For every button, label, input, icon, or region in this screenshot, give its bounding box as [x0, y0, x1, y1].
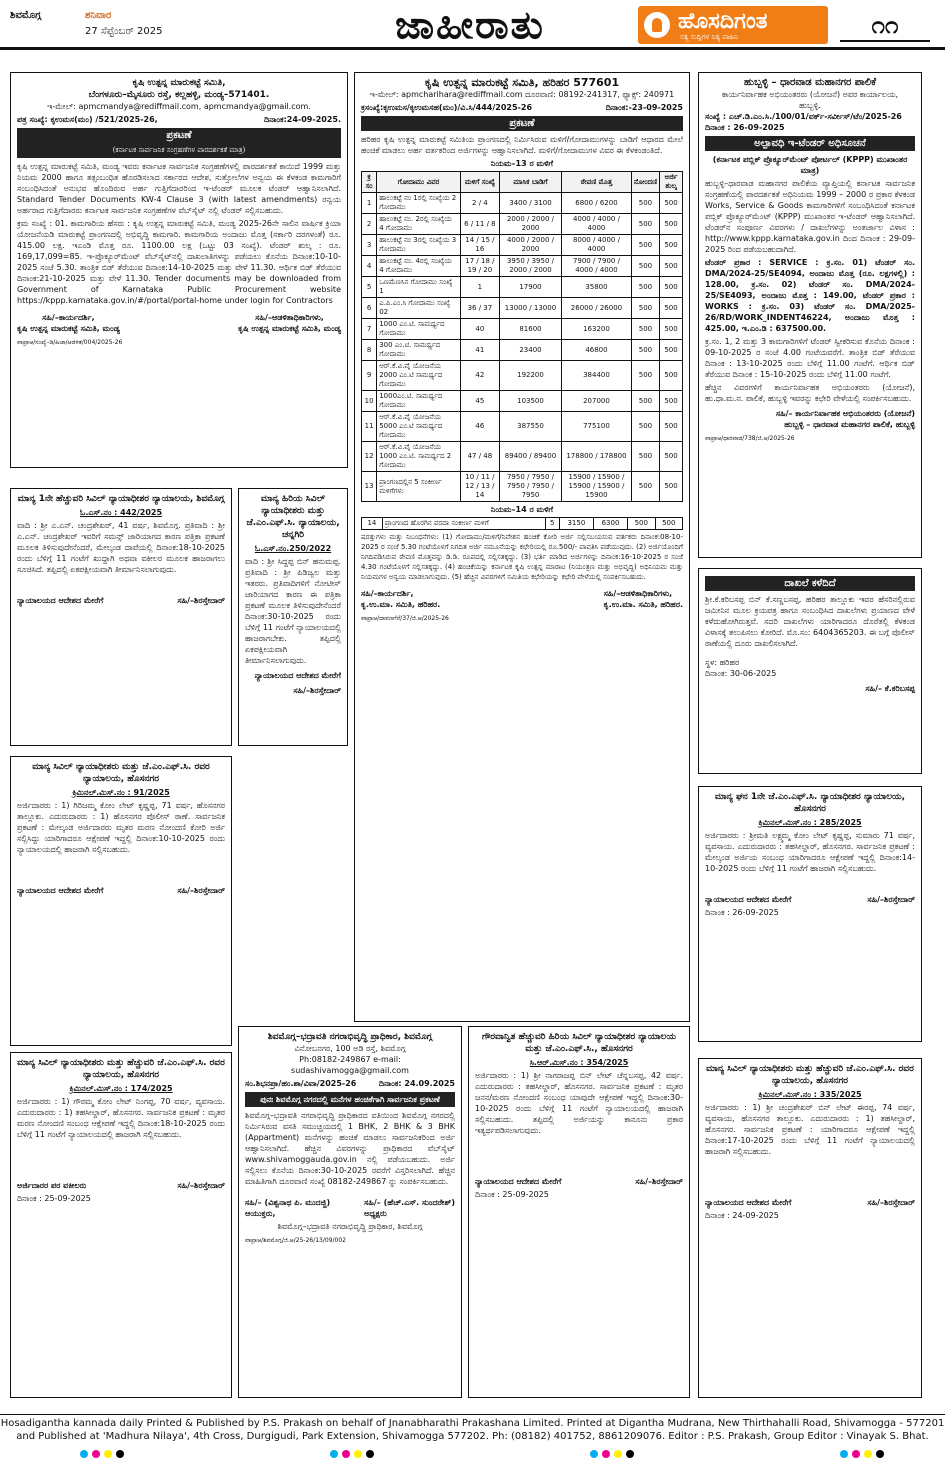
suda-contact: Ph:08182-249867 e-mail: sudashivamogga@gmail.com	[291, 1055, 409, 1075]
ad-hdmc	[698, 72, 922, 558]
harihar-table-header	[362, 172, 683, 193]
table-cell-dep: 192200	[499, 361, 561, 391]
suda-sig2-block	[364, 1197, 455, 1219]
table-cell-desc: ಪ್ರಾಂಗಣದ ಹೊರಗಿನ ವರದಾ ಸಂಕೀರ್ಣ ಮಳಿಗೆ	[382, 518, 545, 530]
table-cell-rent: 4000 / 4000 / 4000	[562, 214, 632, 235]
registration-marks-right	[840, 1450, 884, 1460]
reg-dot-yellow	[864, 1450, 872, 1458]
table-cell-shop: 46	[460, 412, 499, 442]
channagiri-court-left: ನ್ಯಾಯಾಲಯದ ಆದೇಶದ ಮೇರೆಗೆ	[254, 671, 341, 680]
harihar-col-header: ಕ್ರ ಸಂ	[362, 172, 377, 193]
hosanagar5-sign	[705, 1197, 915, 1208]
table-row	[362, 472, 683, 502]
table-cell-dep: 387550	[499, 412, 561, 442]
paper-name: ಹೊಸದಿಗಂತ	[678, 9, 768, 34]
table-cell-dep: 3400 / 3100	[499, 193, 561, 214]
ad-court-hosanagar-2	[10, 1052, 232, 1398]
harihar-table	[361, 171, 683, 502]
table-cell-reg: 500	[631, 340, 659, 361]
hdmc-sigb: ಹುಬ್ಬಳ್ಳಿ – ಧಾರವಾಡ ಮಹಾನಗರ ಪಾಲಿಕೆ, ಹುಬ್ಬಳ್ಳಿ	[784, 420, 915, 429]
hosanagar5-body: ಅರ್ಜಿದಾರರು : 1) ಶ್ರೀ ಚಂದ್ರಶೇಖರ್ ಬಿನ್ ಲೇಟ್ ಈರಪ್ಪ, 74 ವರ್ಷ, ವ್ಯವಸಾಯ, ಹೊಸನಗರ ತಾಲ್ಲೂಕು. ಎದುರುದಾರರು : 1) ತಹಸೀಲ್ದಾರ್, ಹೊಸನಗರ. ಸಾರ್ವಜನಿಕ ಪ್ರಕಟಣೆ : ಯಾರಿಗಾದರೂ ಆಕ್ಷೇಪಣೆ ಇದ್ದಲ್ಲಿ ದಿನಾಂಕ:17-10-2025 ರಂದು ಬೆಳಿಗ್ಗೆ 11 ಗಂಟೆಗೆ ನ್ಯಾಯಾಲಯದಲ್ಲಿ ಹಾಜರಾಗಿ ಸಲ್ಲಿಸಬಹುದು.	[705, 1103, 915, 1156]
suda-sig2b: ಅಧ್ಯಕ್ಷರು	[364, 1209, 387, 1218]
table-cell-shop: 6 / 11 / 8	[460, 214, 499, 235]
suda-foot: ಶಿವಮೊಗ್ಗ–ಭದ್ರಾವತಿ ನಗರಾಭಿವೃದ್ಧಿ ಪ್ರಾಧಿಕಾರ, ಶಿವಮೊಗ್ಗ	[277, 1222, 423, 1231]
table-cell-rent: 6800 / 6200	[562, 193, 632, 214]
table-cell-reg: 500	[631, 235, 659, 256]
table-cell-rent: 775100	[562, 412, 632, 442]
hosanagar1-head: ಮಾನ್ಯ ಸಿವಿಲ್ ನ್ಯಾಯಾಧೀಶರು ಮತ್ತು ಜೆ.ಎಂ.ಎಫ್.ಸಿ. ರವರ ನ್ಯಾಯಾಲಯ, ಹೊಸನಗರ	[32, 762, 210, 784]
hosanagar5-case: ಕ್ರಿಮಿನಲ್.ಮಿಸ್.ನಂ : 335/2025	[758, 1090, 862, 1099]
mandya-sig1b: ಕೃಷಿ ಉತ್ಪನ್ನ ಮಾರುಕಟ್ಟೆ ಸಮಿತಿ, ಮಂಡ್ಯ	[17, 324, 120, 333]
ad-court-shimoga	[10, 488, 232, 746]
table-cell-reg: 500	[631, 442, 659, 472]
hosanagar4-sign	[705, 894, 915, 905]
hosanagar3-date: ದಿನಾಂಕ : 25-09-2025	[475, 1190, 549, 1199]
hdmc-ref: ಸಂಖ್ಯೆ : ಎಚ್.ಡಿ.ಎಂ.ಸಿ./100/01/ವರ್ಕ್-ಸರ್ವೀಸ್/ಟೆಂ/2025-26	[705, 112, 902, 121]
table-cell-shop: 45	[460, 391, 499, 412]
hosanagar4-body: ಅರ್ಜಿದಾರರು : ಶ್ರೀಮತಿ ಲಕ್ಷ್ಮಮ್ಮ ಕೋಂ ಲೇಟ್ ಕೃಷ್ಣಪ್ಪ, ಸುಮಾರು 71 ವರ್ಷ, ವ್ಯವಸಾಯ. ಎದುರುದಾರರು : ತಹಸೀಲ್ದಾರ್, ಹೊಸನಗರ. ಸಾರ್ವಜನಿಕ ಪ್ರಕಟಣೆ : ಮೇಲ್ಕಂಡ ಅರ್ಜಿಯ ಸಂಬಂಧ ಯಾರಿಗಾದರೂ ಆಕ್ಷೇಪಣೆ ಇದ್ದಲ್ಲಿ ದಿನಾಂಕ:14-10-2025 ರಂದು ಬೆಳಿಗ್ಗೆ 11 ಗಂಟೆಗೆ ಹಾಜರಾಗಿ ಸಲ್ಲಿಸಬಹುದು.	[705, 831, 915, 873]
suda-code: ವಾಪ್ರಾಆ/ಶಿವಮೊಗ್ಗ/ಜಿ.ಆ/25-26/13/09/002	[245, 1237, 346, 1244]
harihar-col-header: ಗೋದಾಮು ವಿವರ	[377, 172, 461, 193]
ad-apmc-harihar	[354, 72, 690, 1022]
harihar-col-header: ಅರ್ಜಿ ಶುಲ್ಕ	[660, 172, 683, 193]
table-cell-desc: ಹಾಲುಕಟ್ಟೆ ನಂ. 4ರಲ್ಲಿ ಸಂಖ್ಯೆಯ 4 ಗೋದಾಮು	[377, 256, 461, 277]
shimoga-court-head: ಮಾನ್ಯ 1ನೇ ಹೆಚ್ಚುವರಿ ಸಿವಿಲ್ ನ್ಯಾಯಾಧೀಶರ ನ್ಯಾಯಾಲಯ, ಶಿವಮೊಗ್ಗ	[17, 494, 225, 504]
reg-dot-yellow	[354, 1450, 362, 1458]
table-cell-rent: 6300	[593, 518, 627, 530]
hdmc-body3: ಕ್ರ.ಸಂ. 1, 2 ಮತ್ತು 3 ಕಾಮಗಾರಿಗಳಿಗೆ ಟೆಂಡರ್ ಸ್ವೀಕರಿಸುವ ಕೊನೆಯ ದಿನಾಂಕ : 09-10-2025 ರ ಸಂಜೆ 4.00 ಗಂಟೆಯವರೆಗೆ. ತಾಂತ್ರಿಕ ಬಿಡ್ ತೆರೆಯುವ ದಿನಾಂಕ : 13-10-2025 ರಂದು ಬೆಳಿಗ್ಗೆ 11.00 ಗಂಟೆಗೆ. ಆರ್ಥಿಕ ಬಿಡ್ ತೆರೆಯುವ ದಿನಾಂಕ : 15-10-2025 ರಂದು ಬೆಳಿಗ್ಗೆ 11.00 ಗಂಟೆಗೆ.	[705, 337, 915, 379]
mandya-body1: ಕೃಷಿ ಉತ್ಪನ್ನ ಮಾರುಕಟ್ಟೆ ಸಮಿತಿ, ಮಂಡ್ಯ ಇವರು ಕರ್ನಾಟಕ ಸಾರ್ವಜನಿಕ ಸಂಗ್ರಹಣೆಗಳಲ್ಲಿ ಪಾರದರ್ಶಕತೆ ಕಾಯಿದೆ 1999 ಮತ್ತು ನಿಯಮ 2000 ಹಾಗೂ ತತ್ಸಂಬಂಧಿತ ಹೊರಡಿಸಲಾದ ಸರ್ಕಾರದ ಆದೇಶ, ಸುತ್ತೋಲೆಗಳ ಅನ್ವಯ ಈ ಕೆಳಕಂಡ ಕಾಮಗಾರಿಗೆ ಸಂಬಂಧಿಸಿದಂತೆ ಅನುಭವ ಹೊಂದಿರುವ ಅರ್ಹ ಗುತ್ತಿಗೆದಾರರಿಂದ ಇ-ಟೆಂಡರ್ ಮೂಲಕ ಟೆಂಡರ್ ಆಹ್ವಾನಿಸಲಾಗಿದೆ. Standard Tender Documents KW-4 Clause 3 (with latest amendments) ರನ್ವಯ ಅರ್ಹರಾದ ಗುತ್ತಿಗೆದಾರರು ಕರ್ನಾಟಕ ಸಾರ್ವಜನಿಕ ಸಂಗ್ರಹಣೆಗಳ ವೆಬ್‌ಸೈಟ್ ನಲ್ಲಿ ಟೆಂಡರ್ ಸಲ್ಲಿಸಬಹುದು.	[17, 162, 341, 215]
lost-document-place: ಸ್ಥಳ: ಹರಿಹರ	[705, 658, 740, 667]
table-row	[362, 340, 683, 361]
reg-dot-black	[366, 1450, 374, 1458]
hosanagar5-left: ನ್ಯಾಯಾಲಯದ ಆದೇಶದ ಮೇರೆಗೆ	[705, 1198, 792, 1207]
mandya-date: ದಿನಾಂಕ:24-09-2025.	[264, 115, 341, 124]
table-cell-desc: ಆರ್.ಕೆ.ವಿ.ವೈ ಯೋಜನೆಯ 1000 ಎಂ.ಟಿ. ಸಾಮರ್ಥ್ಯದ 2 ಗೋದಾಮು	[377, 442, 461, 472]
table-cell-shop: 36 / 37	[460, 298, 499, 319]
table-row	[362, 235, 683, 256]
mandya-notice-sub: (ಕರ್ನಾಟಕ ಸಾರ್ವಜನಿಕ ಸಂಗ್ರಹಣೆಗಳ ಪಾರದರ್ಶಕತೆ ಮಾತ್ರ)	[112, 146, 246, 154]
table-cell-reg: 500	[631, 256, 659, 277]
table-cell-reg: 500	[631, 298, 659, 319]
table-cell-desc: ಹಾಲುಕಟ್ಟೆ ನಂ. 2ರಲ್ಲಿ ಸಂಖ್ಯೆಯ 4 ಗೋದಾಮು	[377, 214, 461, 235]
hosanagar4-right: ಸಹಿ/–ಶಿರಸ್ತೇದಾರ್	[867, 895, 915, 904]
reg-dot-black	[116, 1450, 124, 1458]
suda-date: ದಿನಾಂಕ: 24.09.2025	[378, 1079, 455, 1088]
harihar-col-header: ಮಳಿಗೆ ಸಂಖ್ಯೆ	[460, 172, 499, 193]
table-cell-desc: 1000 ಎಂ.ಟಿ. ಸಾಮರ್ಥ್ಯದ ಗೋದಾಮು	[377, 319, 461, 340]
harihar-sig2: ಸಹಿ/–ಆಡಳಿತಾಧಿಕಾರಿಗಳು,	[603, 589, 673, 598]
mandya-sig1-block	[17, 312, 120, 334]
table-cell-dep: 23400	[499, 340, 561, 361]
reg-dot-magenta	[602, 1450, 610, 1458]
hosanagar2-right: ಸಹಿ/–ಶಿರಸ್ತೇದಾರ್	[177, 1181, 225, 1190]
ad-apmc-mandya	[10, 72, 348, 468]
table-cell-reg: 500	[631, 277, 659, 298]
registration-marks-left	[80, 1450, 124, 1460]
table-cell-fee: 500	[660, 235, 683, 256]
mandya-head1: ಕೃಷಿ ಉತ್ಪನ್ನ ಮಾರುಕಟ್ಟೆ ಸಮಿತಿ,	[132, 78, 226, 88]
registration-marks-mid2	[590, 1450, 634, 1460]
mandya-code: ವಾಪ್ರಾಆ/ಸಂಖ್ಯೆ–ಡಿ/ಹಿಜಾ/ಆಡಳಿತ/004/2025-26	[17, 339, 123, 346]
hosanagar3-case: ಸಿ.ಆರ್.ಮಿಸ್.ನಂ : 354/2025	[529, 1058, 629, 1067]
hosanagar3-left: ನ್ಯಾಯಾಲಯದ ಆದೇಶದ ಮೇರೆಗೆ	[475, 1177, 562, 1186]
table-cell-desc: ಪ್ರಾಂಗಣದಲ್ಲಿನ 5 ಸಂಕೀರ್ಣ ಮಳಿಗೆಗಳು	[377, 472, 461, 502]
section-title: ಜಾಹೀರಾತು	[395, 2, 545, 47]
hdmc-sub2: ಹುಬ್ಬಳ್ಳಿ.	[799, 101, 821, 110]
suda-body: ಶಿವಮೊಗ್ಗ–ಭದ್ರಾವತಿ ನಗರಾಭಿವೃದ್ಧಿ ಪ್ರಾಧಿಕಾರದ ವತಿಯಿಂದ ಶಿವಮೊಗ್ಗ ನಗರದಲ್ಲಿ ನಿರ್ಮಿಸಿರುವ ವಸತಿ ಸಮುಚ್ಚಯದಲ್ಲಿ 1 BHK, 2 BHK & 3 BHK (Appartment) ಮನೆಗಳನ್ನು ಹಂಚಿಕೆ ಮಾಡಲು ಸಾರ್ವಜನಿಕರಿಂದ ಅರ್ಜಿ ಆಹ್ವಾನಿಸಲಾಗಿದೆ. ಹೆಚ್ಚಿನ ವಿವರಗಳನ್ನು ಪ್ರಾಧಿಕಾರದ ವೆಬ್‌ಸೈಟ್ www.shivamoggauda.gov.in ನಲ್ಲಿ ಪಡೆಯಬಹುದು. ಅರ್ಜಿ ಸಲ್ಲಿಸಲು ಕೊನೆಯ ದಿನಾಂಕ:30-10-2025 ರವರೆಗೆ ವಿಸ್ತರಿಸಲಾಗಿದೆ. ಹೆಚ್ಚಿನ ಮಾಹಿತಿಗಾಗಿ ದೂರವಾಣಿ ಸಂಖ್ಯೆ 08182-249867 ನ್ನು ಸಂಪರ್ಕಿಸಬಹುದು.	[245, 1111, 455, 1186]
hdmc-head: ಹುಬ್ಬಳ್ಳಿ – ಧಾರವಾಡ ಮಹಾನಗರ ಪಾಲಿಕೆ	[743, 77, 877, 88]
table-cell-rent: 35800	[562, 277, 632, 298]
table-cell-shop: 42	[460, 361, 499, 391]
table-row	[362, 319, 683, 340]
mandya-email: ಇ-ಮೇಲ್: apmcmandya@rediffmail.com, apmcmandya@gmail.com.	[47, 102, 311, 111]
table-cell-no: 14	[362, 518, 383, 530]
reg-dot-magenta	[342, 1450, 350, 1458]
harihar-contact: ಇ-ಮೇಲ್: apmcharihara@rediffmail.com ದೂರವಾಣಿ: 08192-241317, ಫ್ಯಾಕ್ಸ್: 240971	[369, 90, 675, 99]
reg-dot-yellow	[104, 1450, 112, 1458]
channagiri-court-case: ಓ.ಎಸ್.ನಂ.250/2022	[254, 544, 332, 553]
imprint-line-2: and Published at 'Madhura Nilaya', 4th Cross, Durgigudi, Park Extension, Shivamogga 577202. Ph: (08182) 401752, 8861209076. Editor : P.S. Prakash, Group Editor : Vinayak S. Bhat.	[16, 1431, 929, 1442]
suda-sign-row	[245, 1197, 455, 1219]
reg-dot-cyan	[840, 1450, 848, 1458]
table-cell-rent: 8000 / 4000 / 4000	[562, 235, 632, 256]
table-cell-dep: 7950 / 7950 / 7950 / 7950 / 7950	[499, 472, 561, 502]
suda-head: ಶಿವಮೊಗ್ಗ–ಭದ್ರಾವತಿ ನಗರಾಭಿವೃದ್ಧಿ ಪ್ರಾಧಿಕಾರ, ಶಿವಮೊಗ್ಗ	[267, 1032, 433, 1042]
imprint-line-1: Hosadigantha kannada daily Printed & Published by P.S. Prakash on behalf of Jnanabharathi Prakashana Limited. Printed at Digantha Mudrana, New Thirthahalli Road, Shivamogga - 577201	[0, 1418, 945, 1429]
table-cell-fee: 500	[660, 391, 683, 412]
hosanagar4-case: ಕ್ರಿಮಿನಲ್.ಮಿಸ್.ನಂ : 285/2025	[758, 818, 862, 827]
table-cell-reg: 500	[631, 361, 659, 391]
suda-ref-row	[245, 1078, 455, 1089]
table-cell-dep: 89400 / 89400	[499, 442, 561, 472]
lost-document-sig: ಸಹಿ/– ಕೆ.ಕರಿಬಸಪ್ಪ	[865, 684, 915, 693]
hosanagar3-sign	[475, 1176, 683, 1187]
table-cell-desc: ಹಾಲುಕಟ್ಟೆ ನಂ 3ರಲ್ಲಿ ಸಂಖ್ಯೆಯ 3 ಗೋದಾಮು	[377, 235, 461, 256]
table-cell-fee: 500	[660, 340, 683, 361]
harihar-sig2-block	[604, 588, 683, 610]
table-cell-shop: 10 / 11 / 12 / 13 / 14	[460, 472, 499, 502]
suda-sig2: ಸಹಿ/– (ಹೆಚ್.ಎಸ್. ಸುಂದರೇಶ್)	[364, 1198, 455, 1207]
mandya-ref-row	[17, 114, 341, 125]
table-cell-desc: ಒಣಮೆಣಸಿನ ಗೋದಾಮು ಸಂಖ್ಯೆ 1	[377, 277, 461, 298]
mandya-head2: ಬೆಂಗಳೂರು–ಮೈಸೂರು ರಸ್ತೆ, ಕಲ್ಲಹಳ್ಳಿ, ಮಂಡ್ಯ–571401.	[88, 90, 270, 100]
table-cell-no: 5	[362, 277, 377, 298]
suda-bar: ಪುನಃ ಶಿವಮೊಗ್ಗ ನಗರದಲ್ಲಿ ಮನೆಗಳ ಹಂಚಿಕೆಗಾಗಿ ಸಾರ್ವಜನಿಕ ಪ್ರಕಟಣೆ	[245, 1092, 455, 1107]
table-cell-rent: 178800 / 178800	[562, 442, 632, 472]
lost-document-date: ದಿನಾಂಕ: 30-06-2025	[705, 669, 777, 678]
harihar-col-header: ಠೇವಣಿ ಮೊತ್ತ	[562, 172, 632, 193]
hdmc-date: ದಿನಾಂಕ : 26-09-2025	[705, 123, 785, 132]
table-cell-reg: 500	[631, 193, 659, 214]
table-row	[362, 442, 683, 472]
table-cell-no: 11	[362, 412, 377, 442]
table-cell-desc: ಆರ್.ಕೆ.ವಿ.ವೈ ಯೋಜನೆಯ 2000 ಎಂ.ಟಿ ಸಾಮರ್ಥ್ಯದ ಗೋದಾಮು	[377, 361, 461, 391]
ad-court-channagiri	[238, 488, 348, 746]
reg-dot-magenta	[92, 1450, 100, 1458]
hosanagar2-left: ಅರ್ಜಿದಾರರ ಪರ ವಕೀಲರು	[17, 1181, 87, 1190]
harihar-col-header: ನೋಂದಣಿ	[631, 172, 659, 193]
table-cell-shop: 41	[460, 340, 499, 361]
table-row	[362, 391, 683, 412]
mandya-sig1: ಸಹಿ/–ಕಾರ್ಯದರ್ಶಿ,	[42, 313, 95, 322]
table-cell-dep: 81600	[499, 319, 561, 340]
table-cell-shop: 40	[460, 319, 499, 340]
hosanagar5-head: ಮಾನ್ಯ ಸಿವಿಲ್ ನ್ಯಾಯಾಧೀಶರು ಮತ್ತು ಹೆಚ್ಚುವರಿ ಜೆ.ಎಂ.ಎಫ್.ಸಿ. ರವರ ನ್ಯಾಯಾಲಯ, ಹೊಸನಗರ	[706, 1064, 914, 1086]
hdmc-notice: ಅಲ್ಪಾವಧಿ ಇ-ಟೆಂಡರ್ ಅಧಿಸೂಚನೆ	[705, 136, 915, 151]
lamp-icon	[644, 12, 670, 38]
reg-dot-cyan	[80, 1450, 88, 1458]
table-cell-rent: 384400	[562, 361, 632, 391]
hdmc-body2: ಟೆಂಡರ್ ಪ್ರಕಾರ : SERVICE : ಕ್ರ.ಸಂ. 01) ಟೆಂಡರ್ ಸಂ. DMA/2024-25/SE4094, ಅಂದಾಜು ಮೊತ್ತ (ರೂ. ಲಕ್ಷಗಳಲ್ಲಿ) : 128.00, ಕ್ರ.ಸಂ. 02) ಟೆಂಡರ್ ಸಂ. DMA/2024-25/SE4093, ಅಂದಾಜು ಮೊತ್ತ : 149.00, ಟೆಂಡರ್ ಪ್ರಕಾರ : WORKS : ಕ್ರ.ಸಂ. 03) ಟೆಂಡರ್ ಸಂ. DMA/2025-26/RD/WORK_INDENT46224, ಅಂದಾಜು ಮೊತ್ತ : 425.00, ಇ.ಎಂ.ಡಿ : 637500.00.	[705, 258, 915, 333]
harihar-sig1b: ಕೃ.ಉ.ಮಾ. ಸಮಿತಿ, ಹರಿಹರ.	[361, 600, 441, 609]
table-cell-no: 2	[362, 214, 377, 235]
ad-court-hosanagar-1	[10, 756, 232, 1046]
date-label: 27 ಸೆಪ್ಟೆಂಬರ್ 2025	[85, 26, 163, 37]
table-cell-desc: ಹಾಲುಕಟ್ಟೆ ನಂ 1ರಲ್ಲಿ ಸಂಖ್ಯೆಯ 2 ಗೋದಾಮು	[377, 193, 461, 214]
ad-lost-document	[698, 568, 922, 774]
harihar-notice: ಪ್ರಕಟಣೆ	[361, 116, 683, 131]
table-cell-rent: 207000	[562, 391, 632, 412]
table-row	[362, 214, 683, 235]
hosanagar1-right: ಸಹಿ/–ಶಿರಸ್ತೇದಾರ್	[177, 886, 225, 895]
table-cell-fee: 500	[655, 518, 683, 530]
reg-dot-black	[876, 1450, 884, 1458]
hosanagar2-date: ದಿನಾಂಕ : 25-09-2025	[17, 1194, 91, 1203]
suda-ref: ಸಂ.ಶಿಭನಪ್ರಾ/ಹಂ.ಶಾ/ವಿವಾ/2025-26	[245, 1079, 357, 1088]
table-cell-fee: 500	[660, 319, 683, 340]
harihar-body: ಹರಿಹರ ಕೃಷಿ ಉತ್ಪನ್ನ ಮಾರುಕಟ್ಟೆ ಸಮಿತಿಯ ಪ್ರಾಂಗಣದಲ್ಲಿ ನಿರ್ಮಿಸಿರುವ ಮಳಿಗೆ/ಗೋದಾಮುಗಳನ್ನು ಬಾಡಿಗೆ ಆಧಾರದ ಮೇಲೆ ಹಂಚಿಕೆ ಮಾಡಲು ಅರ್ಹ ವರ್ತಕರಿಂದ ಅರ್ಜಿಗಳನ್ನು ಆಹ್ವಾನಿಸಲಾಗಿದೆ. ಮಳಿಗೆ/ಗೋದಾಮುಗಳ ವಿವರ ಈ ಕೆಳಕಂಡಂತಿದೆ.	[361, 135, 683, 155]
table-cell-rent: 7900 / 7900 / 4000 / 4000	[562, 256, 632, 277]
ad-court-hosanagar-5	[698, 1058, 922, 1398]
table-cell-fee: 500	[660, 361, 683, 391]
hdmc-code: ವಾಪ್ರಾಆ/ಧಾರವಾಡ/738/ಜಿ.ಆ/2025-26	[705, 435, 795, 442]
hdmc-body4: ಹೆಚ್ಚಿನ ವಿವರಗಳಿಗೆ ಕಾರ್ಯನಿರ್ವಾಹಕ ಅಭಿಯಂತರರು (ಯೋಜನೆ), ಹು.ಧಾ.ಮ.ನ. ಪಾಲಿಕೆ, ಹುಬ್ಬಳ್ಳಿ ಇವರನ್ನು ಕಛೇರಿ ವೇಳೆಯಲ್ಲಿ ಸಂಪರ್ಕಿಸಬಹುದು.	[705, 383, 915, 403]
hosanagar2-sign	[17, 1180, 225, 1191]
table-cell-no: 4	[362, 256, 377, 277]
mandya-notice-bar	[17, 128, 341, 158]
hosanagar1-left: ನ್ಯಾಯಾಲಯದ ಆದೇಶದ ಮೇರೆಗೆ	[17, 886, 104, 895]
mandya-sig2-block	[238, 312, 341, 334]
harihar-ref: ಕ್ರಸಂಖ್ಯೆ:ಕೃಉಮಸ/ಕೃಉಮಸಹ(ಮಂ)/ವಿ.ಸಿ/444/2025-26	[361, 103, 533, 112]
hosanagar3-head: ಗೌರವಾನ್ವಿತ ಹೆಚ್ಚುವರಿ ಹಿರಿಯ ಸಿವಿಲ್ ನ್ಯಾಯಾಧೀಶರ ನ್ಯಾಯಾಲಯ ಮತ್ತು ಜೆ.ಎಂ.ಎಫ್.ಸಿ., ಹೊಸನಗರ	[482, 1032, 676, 1054]
table-cell-dep: 2000 / 2000 / 2000	[499, 214, 561, 235]
table-cell-dep: 4000 / 2000 / 2000	[499, 235, 561, 256]
table-cell-reg: 500	[631, 412, 659, 442]
table-cell-fee: 500	[660, 442, 683, 472]
table-row	[362, 256, 683, 277]
table-cell-shop: 17 / 18 / 19 / 20	[460, 256, 499, 277]
hosanagar2-head: ಮಾನ್ಯ ಸಿವಿಲ್ ನ್ಯಾಯಾಧೀಶರು ಮತ್ತು ಹೆಚ್ಚುವರಿ ಜೆ.ಎಂ.ಎಫ್.ಸಿ. ರವರ ನ್ಯಾಯಾಲಯ, ಹೊಸನಗರ	[17, 1058, 225, 1080]
mandya-body2: ಕ್ರಮ ಸಂಖ್ಯೆ : 01. ಕಾಮಗಾರಿಯ ಹೆಸರು : ಕೃಷಿ ಉತ್ಪನ್ನ ಮಾರುಕಟ್ಟೆ ಸಮಿತಿ, ಮಂಡ್ಯ 2025-26ನೇ ಸಾಲಿನ ವಾರ್ಷಿಕ ಕ್ರಿಯಾ ಯೋಜನೆಯಡಿ ಮಾರುಕಟ್ಟೆ ಪ್ರಾಂಗಣದಲ್ಲಿ ಅಭಿವೃದ್ಧಿ ಕಾಮಗಾರಿ. ಕಾಮಗಾರಿಯ ಅಂದಾಜು ಮೊತ್ತ (ಸರ್ಕಾರಿ ದರಗಳಂತೆ) ರೂ. 415.00 ಲಕ್ಷ. ಇಎಂಡಿ ಮೊತ್ತ ರೂ. 1100.00 ಲಕ್ಷ (ಒಟ್ಟು 03 ಸಂಖ್ಯೆ). ಟೆಂಡರ್ ಶುಲ್ಕ : ರೂ. 169,17,099=85. ಇ-ಪ್ರೊಕ್ಯೂರ್‌ಮೆಂಟ್ ವೆಬ್‌ಸೈಟ್‌ನಲ್ಲಿ ದಾಖಲಾತಿಗಳನ್ನು ಪಡೆಯಲು ಕೊನೆಯ ದಿನಾಂಕ:10-10-2025 ಸಂಜೆ 5.30. ತಾಂತ್ರಿಕ ಬಿಡ್ ತೆರೆಯುವ ದಿನಾಂಕ:14-10-2025 ಮತ್ತು ವೇಳೆ 11.30. ಆರ್ಥಿಕ ಬಿಡ್ ತೆರೆಯುವ ದಿನಾಂಕ:21-10-2025 ಮತ್ತು ವೇಳೆ 11.30. Tender documents may be downloaded from Government of Karnataka Public Procurement website https://kppp.karnataka.gov.in/#/portal/portal-home under login for Contractors	[17, 219, 341, 305]
hosanagar4-date: ದಿನಾಂಕ : 26-09-2025	[705, 908, 779, 917]
table-cell-desc: 1000ಎಂ.ಟಿ. ಸಾಮರ್ಥ್ಯದ ಗೋದಾಮು	[377, 391, 461, 412]
table-cell-no: 13	[362, 472, 377, 502]
table-cell-shop: 1	[460, 277, 499, 298]
mandya-ref: ಪತ್ರ ಸಂಖ್ಯೆ: ಕೃಉಮಸ(ಮಂ) /521/2025-26,	[17, 115, 158, 124]
table-cell-desc: ಆರ್.ಕೆ.ವಿ.ವೈ ಯೋಜನೆಯ 5000 ಎಂ.ಟಿ ಸಾಮರ್ಥ್ಯದ ಗೋದಾಮು	[377, 412, 461, 442]
table-cell-reg: 500	[628, 518, 655, 530]
suda-sig1b: ಆಯುಕ್ತರು,	[245, 1209, 276, 1218]
table-row	[362, 277, 683, 298]
table-cell-rent: 15900 / 15900 / 15900 / 15900 / 15900	[562, 472, 632, 502]
harihar-table2	[361, 517, 683, 530]
table-row	[362, 518, 683, 530]
table-cell-no: 8	[362, 340, 377, 361]
ad-suda	[238, 1026, 462, 1398]
table-cell-dep: 3950 / 3950 / 2000 / 2000	[499, 256, 561, 277]
table-cell-shop: 5	[545, 518, 559, 530]
harihar-ref-row	[361, 102, 683, 113]
channagiri-court-head: ಮಾನ್ಯ ಹಿರಿಯ ಸಿವಿಲ್ ನ್ಯಾಯಾಧೀಶರು ಮತ್ತು ಜೆ.ಎಂ.ಎಫ್.ಸಿ. ನ್ಯಾಯಾಲಯ, ಚನ್ನಗಿರಿ	[246, 494, 340, 540]
table-cell-no: 12	[362, 442, 377, 472]
paper-logo	[638, 6, 828, 44]
shimoga-court-sign	[17, 595, 225, 606]
table-cell-dep: 13000 / 13000	[499, 298, 561, 319]
harihar-table-title2: ನಿಯಮ–14 ರ ಮಳಿಗೆ	[490, 505, 554, 514]
hosanagar4-head: ಮಾನ್ಯ ಘನ 1ನೇ ಜೆ.ಎಂ.ಎಫ್.ಸಿ. ನ್ಯಾಯಾಧೀಶರ ನ್ಯಾಯಾಲಯ, ಹೊಸನಗರ	[714, 792, 906, 814]
table-cell-rent: 46800	[562, 340, 632, 361]
table-row	[362, 361, 683, 391]
shimoga-court-body: ವಾದಿ : ಶ್ರೀ ಎ.ಎನ್. ಚಂದ್ರಶೇಖರ್, 41 ವರ್ಷ, ಶಿವಮೊಗ್ಗ. ಪ್ರತಿವಾದಿ : ಶ್ರೀ ಎ.ಎನ್. ಚಂದ್ರಶೇಖರ್ ಇವರಿಗೆ ಸಮನ್ಸ್ ಜಾರಿಯಾಗದ ಕಾರಣ ಪತ್ರಿಕಾ ಪ್ರಕಟಣೆ ಮೂಲಕ ತಿಳಿಸುವುದೇನೆಂದರೆ, ಮೇಲ್ಕಂಡ ದಾವೆಯಲ್ಲಿ ದಿನಾಂಕ:18-10-2025 ರಂದು ಬೆಳಿಗ್ಗೆ 11 ಗಂಟೆಗೆ ಖುದ್ದಾಗಿ ಅಥವಾ ವಕೀಲರ ಮೂಲಕ ಹಾಜರಾಗಲು ಸೂಚಿಸಿದೆ. ತಪ್ಪಿದಲ್ಲಿ ಏಕಪಕ್ಷೀಯವಾಗಿ ತೀರ್ಮಾನಿಸಲಾಗುವುದು.	[17, 521, 225, 574]
table-cell-fee: 500	[660, 214, 683, 235]
registration-marks-mid1	[330, 1450, 374, 1460]
ad-court-hosanagar-3	[468, 1026, 690, 1398]
harihar-sig1-block	[361, 588, 440, 610]
harihar-sig2b: ಕೃ.ಉ.ಮಾ. ಸಮಿತಿ, ಹರಿಹರ.	[603, 600, 683, 609]
hdmc-sub1: ಕಾರ್ಯನಿರ್ವಾಹಕ ಅಭಿಯಂತರರು (ಯೋಜನೆ) ಅವರ ಕಾರ್ಯಾಲಯ,	[721, 90, 899, 99]
harihar-table-title: ನಿಯಮ–13 ರ ಮಳಿಗೆ	[490, 159, 554, 168]
reg-dot-cyan	[590, 1450, 598, 1458]
shimoga-court-case: ಓ.ಎಸ್.ನಂ : 442/2025	[79, 508, 163, 517]
table-cell-dep: 103500	[499, 391, 561, 412]
table-cell-dep: 3150	[559, 518, 593, 530]
day-label: ಶನಿವಾರ	[85, 10, 112, 21]
table-cell-reg: 500	[631, 214, 659, 235]
table-cell-no: 10	[362, 391, 377, 412]
ad-court-hosanagar-4	[698, 786, 922, 1042]
table-cell-desc: ಎ.ಪಿ.ಎಂ.ಸಿ ಗೋದಾಮು ಸಂಖ್ಯೆ 02	[377, 298, 461, 319]
suda-sig1: ಸಹಿ/– (ವಿಶ್ವನಾಥ ಪಿ. ಮುದಜ್ಜಿ)	[245, 1198, 331, 1207]
hosanagar2-case: ಕ್ರಿಮಿನಲ್.ಮಿಸ್.ನಂ : 174/2025	[69, 1084, 173, 1093]
table-cell-fee: 500	[660, 412, 683, 442]
table-cell-no: 9	[362, 361, 377, 391]
harihar-sig1: ಸಹಿ/–ಕಾರ್ಯದರ್ಶಿ,	[361, 589, 414, 598]
table-row	[362, 193, 683, 214]
table-cell-no: 7	[362, 319, 377, 340]
hosanagar4-left: ನ್ಯಾಯಾಲಯದ ಆದೇಶದ ಮೇರೆಗೆ	[705, 895, 792, 904]
table-row	[362, 412, 683, 442]
table-cell-reg: 500	[631, 319, 659, 340]
table-row	[362, 298, 683, 319]
table-cell-no: 1	[362, 193, 377, 214]
hdmc-sig: ಸಹಿ/– ಕಾರ್ಯನಿರ್ವಾಹಕ ಅಭಿಯಂತರರು (ಯೋಜನೆ)	[775, 409, 915, 418]
table-cell-shop: 47 / 48	[460, 442, 499, 472]
reg-dot-black	[626, 1450, 634, 1458]
hosanagar1-case: ಕ್ರಿಮಿನಲ್.ಮಿಸ್.ನಂ : 91/2025	[72, 788, 170, 797]
hosanagar3-body: ಅರ್ಜಿದಾರರು : 1) ಶ್ರೀ ನಾಗರಾಜಪ್ಪ ಬಿನ್ ಲೇಟ್ ಚೆನ್ನಬಸಪ್ಪ, 42 ವರ್ಷ. ಎದುರುದಾರರು : ತಹಸೀಲ್ದಾರ್, ಹೊಸನಗರ. ಸಾರ್ವಜನಿಕ ಪ್ರಕಟಣೆ : ಮೃತರ ಜನನ/ಮರಣ ನೋಂದಣಿ ಸಂಬಂಧ ಯಾವುದೇ ಆಕ್ಷೇಪಣೆ ಇದ್ದಲ್ಲಿ ದಿನಾಂಕ:30-10-2025 ರಂದು ಬೆಳಿಗ್ಗೆ 11 ಗಂಟೆಗೆ ನ್ಯಾಯಾಲಯದಲ್ಲಿ ಹಾಜರಾಗಿ ಸಲ್ಲಿಸಬಹುದು. ತಪ್ಪಿದಲ್ಲಿ ಅರ್ಜಿಯನ್ನು ಕಾನೂನು ಪ್ರಕಾರ ಇತ್ಯರ್ಥಪಡಿಸಲಾಗುವುದು.	[475, 1071, 683, 1135]
lost-document-body: ಶ್ರೀ.ಕೆ.ಕರಿಬಸಪ್ಪ ಬಿನ್ ಕೆ.ಸಣ್ಣಬಸಪ್ಪ, ಹರಿಹರ ತಾಲ್ಲೂಕು ಇವರ ಹೆಸರಿನಲ್ಲಿರುವ ಜಮೀನಿನ ಮೂಲ ಕ್ರಯಪತ್ರ ಹಾಗೂ ಸಂಬಂಧಿಸಿದ ದಾಖಲೆಗಳು ಪ್ರಯಾಣದ ವೇಳೆ ಕಳೆದುಹೋಗಿರುತ್ತವೆ. ಸದರಿ ದಾಖಲೆಗಳು ಯಾರಿಗಾದರೂ ದೊರೆತಲ್ಲಿ ಕೆಳಕಂಡ ವಿಳಾಸಕ್ಕೆ ತಲುಪಿಸಲು ಕೋರಿದೆ. ಮೊ.ಸಂ: 6404365203. ಈ ಬಗ್ಗೆ ಪೊಲೀಸ್ ಠಾಣೆಯಲ್ಲಿ ದೂರು ದಾಖಲಿಸಲಾಗಿದೆ.	[705, 595, 915, 648]
table-cell-fee: 500	[660, 193, 683, 214]
paper-tagline: ಸತ್ಯ ಸುದ್ದಿಗಳ ನಿತ್ಯ ವಾಹಿನಿ	[680, 33, 738, 41]
mandya-notice: ಪ್ರಕಟಣೆ	[166, 130, 192, 141]
table-cell-no: 3	[362, 235, 377, 256]
channagiri-court-body: ವಾದಿ : ಶ್ರೀ ಸಿದ್ದಪ್ಪ ಬಿನ್ ಹನುಮಪ್ಪ. ಪ್ರತಿವಾದಿ : ಶ್ರೀ ಪಿಡಿಜ್ವಲ ಮತ್ತು ಇತರರು. ಪ್ರತಿವಾದಿಗಳಿಗೆ ನೋಟೀಸ್ ಜಾರಿಯಾಗದ ಕಾರಣ ಈ ಪತ್ರಿಕಾ ಪ್ರಕಟಣೆ ಮೂಲಕ ತಿಳಿಸುವುದೇನೆಂದರೆ ದಿನಾಂಕ:30-10-2025 ರಂದು ಬೆಳಿಗ್ಗೆ 11 ಗಂಟೆಗೆ ನ್ಯಾಯಾಲಯದಲ್ಲಿ ಹಾಜರಾಗಬೇಕು. ತಪ್ಪಿದಲ್ಲಿ ಏಕಪಕ್ಷೀಯವಾಗಿ ತೀರ್ಮಾನಿಸಲಾಗುವುದು.	[245, 557, 341, 665]
hosanagar3-right: ಸಹಿ/–ಶಿರಸ್ತೇದಾರ್	[635, 1177, 683, 1186]
table-cell-reg: 500	[631, 472, 659, 502]
mandya-sign-row	[17, 312, 341, 334]
table-cell-dep: 17900	[499, 277, 561, 298]
table-cell-fee: 500	[660, 298, 683, 319]
reg-dot-yellow	[614, 1450, 622, 1458]
hosanagar2-body: ಅರ್ಜಿದಾರರು : 1) ಗೌರಮ್ಮ ಕೋಂ ಲೇಟ್ ನಿಂಗಪ್ಪ, 70 ವರ್ಷ, ವ್ಯವಸಾಯ. ಎದುರುದಾರರು : 1) ತಹಸೀಲ್ದಾರ್, ಹೊಸನಗರ. ಸಾರ್ವಜನಿಕ ಪ್ರಕಟಣೆ : ಮೃತರ ಮರಣ ನೋಂದಣಿ ಸಂಬಂಧ ಆಕ್ಷೇಪಣೆ ಇದ್ದಲ್ಲಿ ದಿನಾಂಕ:18-10-2025 ರಂದು ಬೆಳಿಗ್ಗೆ 11 ಗಂಟೆಗೆ ನ್ಯಾಯಾಲಯದಲ್ಲಿ ಹಾಜರಾಗಿ ಸಲ್ಲಿಸಬಹುದು.	[17, 1097, 225, 1139]
table-cell-fee: 500	[660, 256, 683, 277]
suda-sub: ವಿನೋಬನಗರ, 100 ಅಡಿ ರಸ್ತೆ, ಶಿವಮೊಗ್ಗ	[294, 1044, 406, 1053]
mandya-sig2: ಸಹಿ/–ಆಡಳಿತಾಧಿಕಾರಿಗಳು,	[255, 313, 324, 322]
shimoga-court-left: ನ್ಯಾಯಾಲಯದ ಆದೇಶದ ಮೇರೆಗೆ	[17, 596, 104, 605]
hosanagar5-date: ದಿನಾಂಕ : 24-09-2025	[705, 1211, 779, 1220]
hosanagar1-sign	[17, 885, 225, 896]
city-label: ಶಿವಮೊಗ್ಗ	[10, 10, 42, 21]
harihar-sign-row	[361, 588, 683, 610]
harihar-head: ಕೃಷಿ ಉತ್ಪನ್ನ ಮಾರುಕಟ್ಟೆ ಸಮಿತಿ, ಹರಿಹರ 577601	[424, 76, 620, 89]
hdmc-notice-sub: (ಕರ್ನಾಟಕ ಪಬ್ಲಿಕ್ ಪ್ರೊಕ್ಯೂರ್‌ಮೆಂಟ್ ಪೋರ್ಟಲ್ (KPPP) ಮುಖಾಂತರ ಮಾತ್ರ)	[712, 155, 908, 175]
table-cell-desc: 300 ಎಂ.ಟಿ. ಸಾಮರ್ಥ್ಯದ ಗೋದಾಮು	[377, 340, 461, 361]
table-cell-no: 6	[362, 298, 377, 319]
suda-sig1-block	[245, 1197, 330, 1219]
page-number: ೧೧	[840, 8, 930, 42]
reg-dot-magenta	[852, 1450, 860, 1458]
harihar-date: ದಿನಾಂಕ:-23-09-2025	[605, 103, 683, 112]
table-cell-shop: 2 / 4	[460, 193, 499, 214]
harihar-code: ವಾಪ್ರಾಆ/ದಾವಣಗೆರೆ/37/ಜಿ.ಆ/2025-26	[361, 615, 449, 622]
masthead-dateline	[10, 8, 170, 46]
hosanagar5-right: ಸಹಿ/–ಶಿರಸ್ತೇದಾರ್	[867, 1198, 915, 1207]
reg-dot-cyan	[330, 1450, 338, 1458]
table-cell-rent: 26000 / 26000	[562, 298, 632, 319]
table-cell-fee: 500	[660, 277, 683, 298]
mandya-sig2b: ಕೃಷಿ ಉತ್ಪನ್ನ ಮಾರುಕಟ್ಟೆ ಸಮಿತಿ, ಮಂಡ್ಯ	[238, 324, 341, 333]
channagiri-court-right: ಸಹಿ/–ಶಿರಸ್ತೇದಾರ್	[293, 686, 341, 695]
lost-document-head: ದಾಖಲೆ ಕಳೆದಿದೆ	[705, 576, 915, 591]
table-cell-shop: 14 / 15 / 16	[460, 235, 499, 256]
harihar-terms: ಷರತ್ತುಗಳು ಮತ್ತು ನಿಬಂಧನೆಗಳು: (1) ಗೋದಾಮು/ಮಳಿಗೆ/ನಿವೇಶನ ಹಂಚಿಕೆ ಕೋರಿ ಅರ್ಜಿ ಸಲ್ಲಿಸಬಯಸುವ ವರ್ತಕರು ದಿನಾಂಕ:08-10-2025 ರ ಸಂಜೆ 5.30 ಗಂಟೆಯೊಳಗೆ ನಿಗದಿತ ಅರ್ಜಿ ನಮೂನೆಯನ್ನು ಕಛೇರಿಯಲ್ಲಿ ರೂ.500/- ಪಾವತಿಸಿ ಪಡೆಯುವುದು. (2) ಅರ್ಜಿಯೊಂದಿಗೆ ನಿಗದಿಪಡಿಸಿರುವ ಠೇವಣಿ ಮೊತ್ತವನ್ನು ಡಿ.ಡಿ. ರೂಪದಲ್ಲಿ ಸಲ್ಲಿಸತಕ್ಕದ್ದು. (3) ಭರ್ತಿ ಮಾಡಿದ ಅರ್ಜಿಗಳನ್ನು ದಿನಾಂಕ:16-10-2025 ರ ಸಂಜೆ 4.30 ಗಂಟೆಯೊಳಗೆ ಸಲ್ಲಿಸತಕ್ಕದ್ದು. (4) ಹಂಚಿಕೆಯನ್ನು ಕರ್ನಾಟಕ ಕೃಷಿ ಉತ್ಪನ್ನ ಮಾರಾಟ (ನಿಯಂತ್ರಣ ಮತ್ತು ಅಭಿವೃದ್ಧಿ) ಅಧಿನಿಯಮ ಮತ್ತು ನಿಯಮಗಳ ಅನ್ವಯ ಮಾಡಲಾಗುವುದು. (5) ಹೆಚ್ಚಿನ ವಿವರಗಳಿಗೆ ಸಮಿತಿಯ ಕಛೇರಿಯನ್ನು ಕಛೇರಿ ವೇಳೆಯಲ್ಲಿ ಸಂಪರ್ಕಿಸಬಹುದು.	[361, 533, 683, 581]
hosanagar1-body: ಅರ್ಜಿದಾರರು : 1) ಗಿರಿಜಮ್ಮ ಕೋಂ ಲೇಟ್ ಕೃಷ್ಣಪ್ಪ, 71 ವರ್ಷ, ಹೊಸನಗರ ತಾಲ್ಲೂಕು. ಎದುರುದಾರರು : 1) ಹೊಸನಗರ ಪೊಲೀಸ್ ಠಾಣೆ. ಸಾರ್ವಜನಿಕ ಪ್ರಕಟಣೆ : ಮೇಲ್ಕಂಡ ಅರ್ಜಿದಾರರು ಮೃತರ ಮರಣ ನೋಂದಣಿ ಕೋರಿ ಅರ್ಜಿ ಸಲ್ಲಿಸಿದ್ದು ಯಾರಿಗಾದರೂ ಆಕ್ಷೇಪಣೆ ಇದ್ದಲ್ಲಿ ದಿನಾಂಕ:10-10-2025 ರಂದು ನ್ಯಾಯಾಲಯದಲ್ಲಿ ಹಾಜರಾಗಿ ಸಲ್ಲಿಸಬಹುದು.	[17, 801, 225, 854]
masthead	[0, 0, 945, 50]
table-cell-reg: 500	[631, 391, 659, 412]
table-cell-rent: 163200	[562, 319, 632, 340]
imprint-footer	[0, 1414, 945, 1444]
harihar-col-header: ಮಾಸಿಕ ಬಾಡಿಗೆ	[499, 172, 561, 193]
shimoga-court-right: ಸಹಿ/–ಶಿರಸ್ತೇದಾರ್	[177, 596, 225, 605]
table-cell-fee: 500	[660, 472, 683, 502]
hdmc-body1: ಹುಬ್ಬಳ್ಳಿ–ಧಾರವಾಡ ಮಹಾನಗರ ಪಾಲಿಕೆಯ ವ್ಯಾಪ್ತಿಯಲ್ಲಿ ಕರ್ನಾಟಕ ಸಾರ್ವಜನಿಕ ಸಂಗ್ರಹಣೆಯಲ್ಲಿ ಪಾರದರ್ಶಕತೆ ಅಧಿನಿಯಮ 1999 – 2000 ರ ಪ್ರಕಾರ ಕೆಳಕಂಡ Works, Service & Goods ಕಾಮಗಾರಿಗಳಿಗೆ ಸಂಬಂಧಿಸಿದಂತೆ ಕರ್ನಾಟಕ ಪಬ್ಲಿಕ್ ಪ್ರೊಕ್ಯೂರ್‌ಮೆಂಟ್ (KPPP) ಮುಖಾಂತರ ಇ-ಟೆಂಡರ್ ಆಹ್ವಾನಿಸಲಾಗಿದೆ. ಟೆಂಡರ್‌ನ ಸಂಪೂರ್ಣ ವಿವರಗಳು / ದಾಖಲೆಗಳನ್ನು ಅಂತರ್ಜಾಲ ವಿಳಾಸ : http://www.kppp.karnataka.gov.in ದಿಂದ ದಿನಾಂಕ : 29-09-2025 ರಿಂದ ಪಡೆಯಬಹುದಾಗಿದೆ.	[705, 179, 915, 254]
